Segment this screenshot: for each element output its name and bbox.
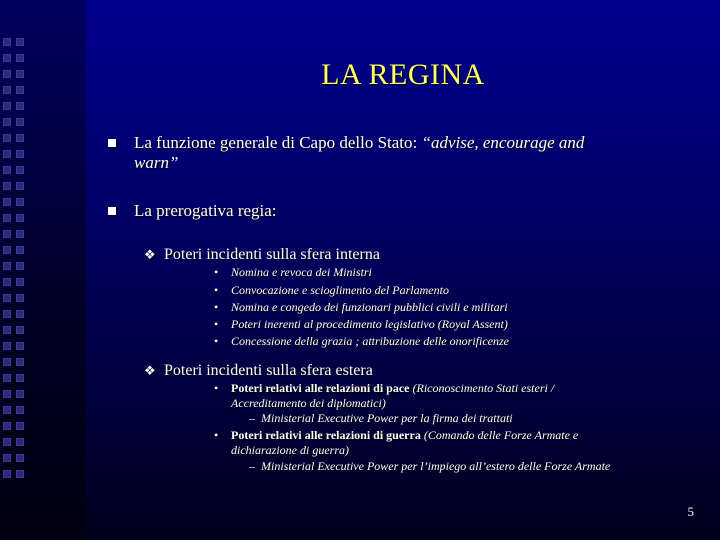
decorative-square [16, 214, 24, 222]
bullet-text: La prerogativa regia: [134, 201, 277, 220]
item-detail: (Comando delle Forze Armate e [420, 428, 579, 442]
decorative-square [16, 70, 24, 78]
decorative-square [3, 230, 11, 238]
decorative-square [16, 438, 24, 446]
decorative-square [16, 134, 24, 142]
bullet-text: La funzione generale di Capo dello Stato: [134, 133, 422, 152]
dash-bullet: – [249, 411, 255, 425]
decorative-square [16, 54, 24, 62]
square-bullet-icon [108, 139, 116, 147]
decorative-square [16, 102, 24, 110]
decorative-square [3, 326, 11, 334]
square-bullet-icon [108, 207, 116, 215]
item-detail-cont: Accreditamento dei diplomatici) [231, 396, 386, 410]
decorative-square [16, 118, 24, 126]
item-lead: Poteri relativi alle relazioni di pace [231, 381, 410, 395]
decorative-square [16, 262, 24, 270]
decorative-square [16, 230, 24, 238]
item-detail: (Riconoscimento Stati esteri / [409, 381, 555, 395]
dot-bullet-icon: • [214, 428, 219, 442]
decorative-square [3, 470, 11, 478]
decorative-square [3, 166, 11, 174]
decorative-square [3, 262, 11, 270]
decorative-square [16, 406, 24, 414]
decorative-square [16, 166, 24, 174]
decorative-square [3, 422, 11, 430]
bullet-quote: “advise, encourage and [421, 133, 585, 152]
decorative-square [3, 390, 11, 398]
diamond-bullet-icon: ❖ [144, 363, 156, 378]
subitem-estera-1: – Ministerial Executive Power per l’impiego all’estero delle Forze Armate [249, 459, 611, 473]
dot-bullet-icon: • [214, 265, 219, 279]
decorative-square [3, 310, 11, 318]
decorative-square [16, 150, 24, 158]
decorative-square [3, 438, 11, 446]
bullet-quote-cont: warn” [134, 153, 179, 172]
item-lead: Poteri relativi alle relazioni di guerra [231, 428, 421, 442]
subbullet-heading: Poteri incidenti sulla sfera interna [164, 246, 380, 263]
decorative-square [16, 422, 24, 430]
decorative-square [16, 326, 24, 334]
diamond-bullet-icon: ❖ [144, 247, 156, 262]
decorative-square [3, 38, 11, 46]
dot-bullet-icon: • [214, 300, 219, 314]
decorative-square [3, 246, 11, 254]
decorative-square [3, 150, 11, 158]
slide-title: LA REGINA [321, 58, 485, 91]
decorative-square [3, 134, 11, 142]
decorative-square [16, 246, 24, 254]
decorative-square [3, 358, 11, 366]
decorative-square [3, 182, 11, 190]
dash-bullet: – [249, 459, 255, 473]
decorative-square [16, 310, 24, 318]
decorative-square [3, 102, 11, 110]
decorative-square [3, 86, 11, 94]
decorative-square [3, 278, 11, 286]
decorative-square [16, 198, 24, 206]
decorative-square [3, 406, 11, 414]
decorative-square [3, 118, 11, 126]
dot-bullet-icon: • [214, 283, 219, 297]
decorative-square [16, 358, 24, 366]
decorative-square [16, 182, 24, 190]
decorative-square [16, 390, 24, 398]
page-number: 5 [687, 504, 694, 519]
decorative-square [16, 342, 24, 350]
dot-bullet-icon: • [214, 317, 219, 331]
decorative-square [16, 454, 24, 462]
decorative-square [16, 470, 24, 478]
dot-bullet-icon: • [214, 381, 219, 395]
subitem-estera-0: – Ministerial Executive Power per la firma dei trattati [249, 411, 513, 425]
decorative-square [3, 198, 11, 206]
decorative-square [3, 54, 11, 62]
decorative-square [16, 38, 24, 46]
item-detail-cont: dichiarazione di guerra) [231, 443, 349, 457]
decorative-square [3, 342, 11, 350]
decorative-square [16, 86, 24, 94]
dot-bullet-icon: • [214, 334, 219, 348]
decorative-square [16, 278, 24, 286]
decorative-left-strip [0, 0, 86, 540]
decorative-square [3, 214, 11, 222]
decorative-square [3, 454, 11, 462]
decorative-square [16, 294, 24, 302]
decorative-square [3, 374, 11, 382]
decorative-square [3, 70, 11, 78]
subbullet-heading: Poteri incidenti sulla sfera estera [164, 362, 373, 379]
decorative-square [3, 294, 11, 302]
decorative-square [16, 374, 24, 382]
